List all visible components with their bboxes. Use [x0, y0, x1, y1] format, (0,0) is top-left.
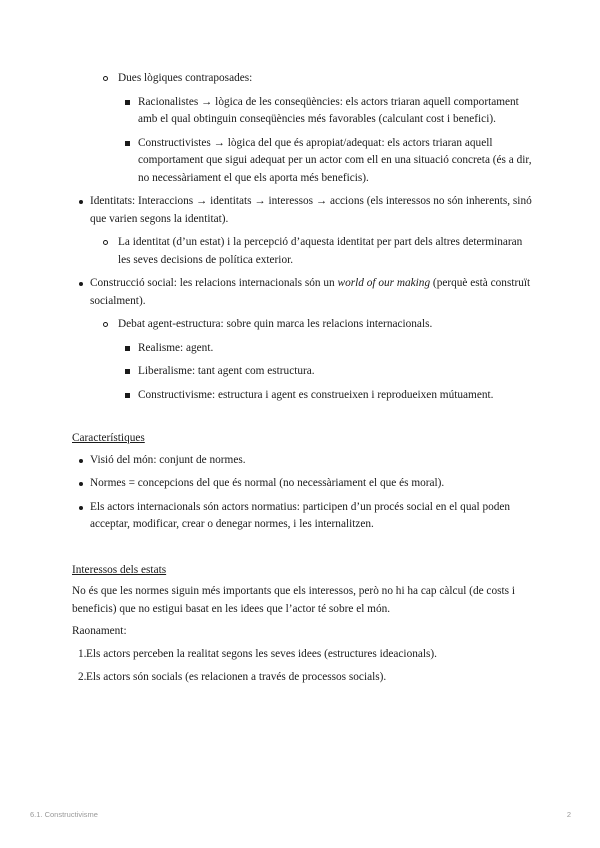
- debat-text: Debat agent-estructura: sobre quin marca les relacions internacionals.: [118, 318, 433, 330]
- identitats-sublist: [72, 234, 532, 269]
- construccio-text-after: (perquè està construït socialment).: [90, 277, 531, 307]
- interessos-paragraph: No és que les normes siguin més importants que els interessos, però no hi ha cap càlcul (de costs i beneficis) que no estigui basat en les idees que l’actor té sobre el món.: [72, 585, 515, 615]
- raonament-label: Raonament:: [72, 625, 127, 637]
- list-text: Els actors són socials (es relacionen a través de processos socials).: [86, 671, 387, 683]
- list-item-debat: [72, 316, 532, 404]
- list-item: [72, 646, 532, 664]
- logic-title: Dues lògiques contraposades:: [118, 72, 253, 84]
- page-number: 2: [566, 810, 571, 819]
- logic-sublist: [72, 94, 532, 188]
- list-item-identitats: [72, 193, 532, 269]
- list-item: Visió del món: conjunt de normes.: [72, 452, 532, 470]
- list-item: Els actors internacionals són actors normatius: participen d’un procés social en el qual poden acceptar, modificar, crear o denegar normes, i les internalitzen.: [72, 499, 532, 534]
- list-item-logic: [72, 70, 532, 187]
- logic-list: [72, 70, 532, 187]
- list-item: [72, 669, 532, 687]
- list-item: Liberalisme: tant agent com estructura.: [72, 363, 532, 381]
- list-item: Realisme: agent.: [72, 340, 532, 358]
- construccio-text-italic: world of our making: [337, 277, 431, 289]
- list-number: 2.: [78, 671, 87, 683]
- raonament-list: [72, 646, 532, 687]
- identitats-text: Identitats: Interaccions → identitats → interessos → accions (els interessos no són inherents, sinó que varien segons la identitat).: [90, 195, 532, 225]
- debat-sublist: [72, 340, 532, 405]
- construccio-text-before: Construcció social: les relacions internacionals són un: [90, 277, 338, 289]
- list-item: Constructivisme: estructura i agent es construeixen i reprodueixen mútuament.: [72, 387, 532, 405]
- list-item: La identitat (d’un estat) i la percepció d’aquesta identitat per part dels altres determinaran les seves decisions de política exterior.: [72, 234, 532, 269]
- main-list: [72, 193, 532, 404]
- interessos-heading: Interessos dels estats: [72, 563, 167, 576]
- list-item: Normes = concepcions del que és normal (no necessàriament el que és moral).: [72, 475, 532, 493]
- caracteristiques-list: [72, 452, 532, 534]
- footer-title: 6.1. Constructivisme: [30, 810, 98, 819]
- list-item-construccio: [72, 275, 532, 404]
- list-item: Racionalistes → lògica de les conseqüències: els actors triaran aquell comportament amb el qual obtinguin conseqüències més favorables (calculant cost i benefici).: [72, 94, 532, 129]
- list-number: 1.: [78, 647, 87, 660]
- caracteristiques-heading: Característiques: [72, 432, 145, 444]
- list-text: Els actors perceben la realitat segons les seves idees (estructures ideacionals).: [86, 647, 438, 660]
- list-item: Constructivistes → lògica del que és apropiat/adequat: els actors triaran aquell comportament que sigui adequat per un actor com ell en una situació concreta (és a dir, no necessàriament el que els aporta més beneficis).: [72, 135, 532, 188]
- construccio-sublist: [72, 316, 532, 404]
- page-content: [72, 70, 532, 693]
